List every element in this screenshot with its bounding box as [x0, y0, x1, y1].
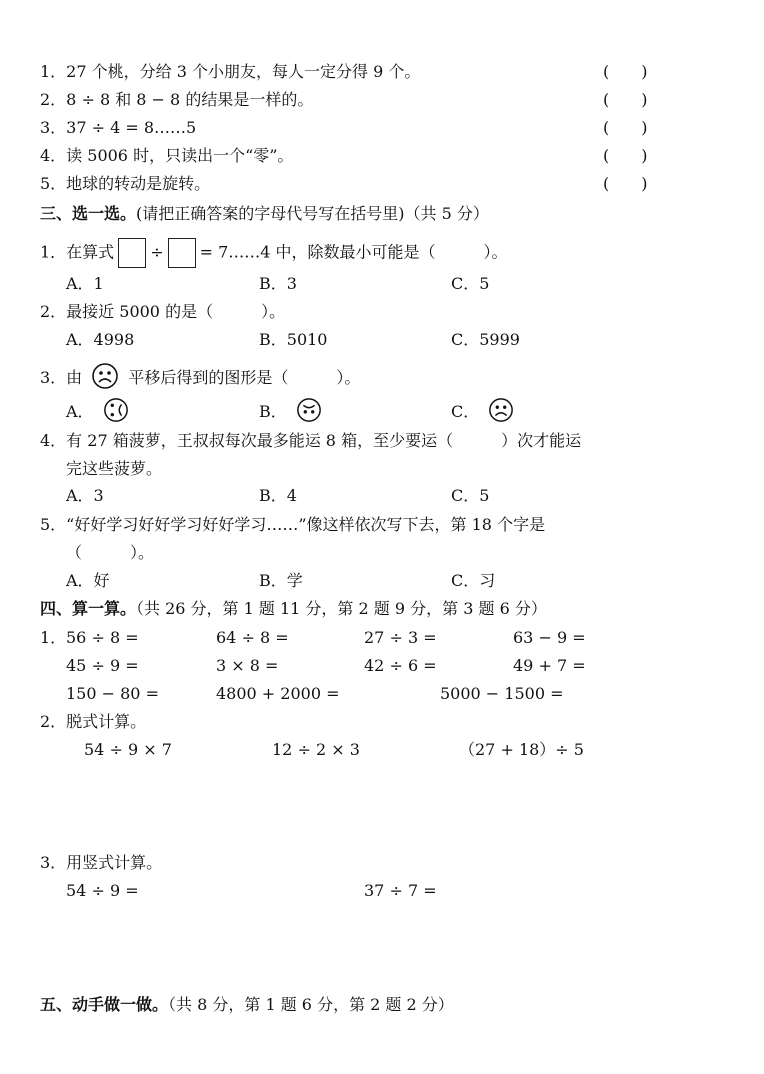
choose-q3	[40, 362, 360, 395]
choose-q4-option-c[interactable]: C．5	[451, 486, 490, 505]
choose-q3-prefix: 3．由	[40, 368, 83, 387]
calc-expr: 42 ÷ 6 =	[364, 656, 437, 675]
calc-expr: 49 + 7 =	[513, 656, 586, 675]
judge-item-5: 5．地球的转动是旋转。	[40, 174, 211, 193]
choose-q2-option-a[interactable]: A．4998	[66, 330, 135, 349]
choose-q2-option-c[interactable]: C．5999	[451, 330, 520, 349]
judge-answer-1[interactable]: ( )	[603, 62, 648, 81]
calc-q2-expr: 12 ÷ 2 × 3	[272, 740, 360, 759]
face-flipped-icon	[296, 397, 322, 428]
section-calc-title: 四、算一算。	[40, 599, 137, 618]
choose-q5-option-b[interactable]: B．学	[259, 571, 303, 590]
choose-q3-option-b[interactable]	[259, 397, 326, 428]
calc-expr: 150 − 80 =	[66, 684, 159, 703]
choose-q1-prefix: 1．在算式	[40, 242, 115, 262]
choose-q5-line2: （ ）。	[66, 543, 155, 562]
calc-q1-label: 1．	[40, 628, 67, 647]
choose-q3-suffix: 平移后得到的图形是（ ）。	[128, 368, 361, 387]
choose-q3-option-c-label: C．	[451, 402, 480, 421]
judge-answer-5[interactable]: ( )	[603, 174, 648, 193]
choose-q3-option-a-label: A．	[66, 402, 94, 421]
sad-face-translated-icon	[488, 397, 514, 428]
choose-q5-option-a[interactable]: A．好	[66, 571, 110, 590]
choose-q1	[40, 238, 508, 268]
choose-q1-option-b[interactable]: B．3	[259, 274, 297, 293]
section-handson-note: （共 8 分，第 1 题 6 分，第 2 题 2 分）	[168, 995, 454, 1014]
choose-q4-option-b[interactable]: B．4	[259, 486, 297, 505]
choose-q1-op: ÷	[150, 242, 164, 262]
judge-item-1: 1．27 个桃，分给 3 个小朋友，每人一定分得 9 个。	[40, 62, 421, 81]
section-choose-note: (请把正确答案的字母代号写在括号里)（共 5 分）	[136, 204, 489, 223]
calc-expr: 64 ÷ 8 =	[216, 628, 289, 647]
choose-q5-option-c[interactable]: C．习	[451, 571, 496, 590]
dividend-box[interactable]	[118, 238, 146, 268]
calc-expr: 4800 + 2000 =	[216, 684, 340, 703]
sad-face-original-icon	[91, 362, 119, 395]
choose-q5-line1: 5．“好好学习好好学习好好学习……”像这样依次写下去，第 18 个字是	[40, 515, 546, 534]
choose-q1-option-a[interactable]: A．1	[66, 274, 104, 293]
calc-q3-label: 3．用竖式计算。	[40, 853, 163, 872]
judge-item-3: 3．37 ÷ 4 = 8……5	[40, 118, 197, 137]
choose-q3-option-a[interactable]	[66, 397, 133, 428]
section-calc-heading	[40, 599, 547, 619]
choose-q3-option-b-label: B．	[259, 402, 287, 421]
choose-q1-suffix: = 7……4 中，除数最小可能是（ ）。	[199, 242, 508, 262]
calc-expr: 45 ÷ 9 =	[66, 656, 139, 675]
calc-q2-expr: 54 ÷ 9 × 7	[84, 740, 172, 759]
calc-q3-expr: 54 ÷ 9 =	[66, 881, 139, 900]
choose-q1-option-c[interactable]: C．5	[451, 274, 490, 293]
section-calc-note: （共 26 分，第 1 题 11 分，第 2 题 9 分，第 3 题 6 分）	[136, 599, 547, 618]
choose-q4-line2: 完这些菠萝。	[66, 459, 163, 478]
calc-expr: 63 − 9 =	[513, 628, 586, 647]
choose-q4-line1: 4．有 27 箱菠萝，王叔叔每次最多能运 8 箱，至少要运（ ）次才能运	[40, 431, 582, 450]
section-choose-title: 三、选一选。	[40, 204, 137, 223]
calc-expr: 56 ÷ 8 =	[66, 628, 139, 647]
calc-expr: 5000 − 1500 =	[440, 684, 564, 703]
calc-q2-expr: （27 + 18）÷ 5	[459, 740, 584, 759]
choose-q2: 2．最接近 5000 的是（ ）。	[40, 302, 286, 321]
judge-item-4: 4．读 5006 时，只读出一个“零”。	[40, 146, 294, 165]
judge-answer-3[interactable]: ( )	[603, 118, 648, 137]
section-choose-heading	[40, 204, 489, 224]
section-handson-heading	[40, 995, 454, 1015]
judge-item-2: 2．8 ÷ 8 和 8 − 8 的结果是一样的。	[40, 90, 314, 109]
judge-answer-4[interactable]: ( )	[603, 146, 648, 165]
calc-expr: 3 × 8 =	[216, 656, 279, 675]
choose-q4-option-a[interactable]: A．3	[66, 486, 104, 505]
section-handson-title: 五、动手做一做。	[40, 995, 169, 1014]
judge-answer-2[interactable]: ( )	[603, 90, 648, 109]
choose-q3-option-c[interactable]	[451, 397, 518, 428]
calc-q2-label: 2．脱式计算。	[40, 712, 147, 731]
divisor-box[interactable]	[168, 238, 196, 268]
choose-q2-option-b[interactable]: B．5010	[259, 330, 328, 349]
face-rotated-icon	[103, 397, 129, 428]
calc-q3-expr: 37 ÷ 7 =	[364, 881, 437, 900]
calc-expr: 27 ÷ 3 =	[364, 628, 437, 647]
